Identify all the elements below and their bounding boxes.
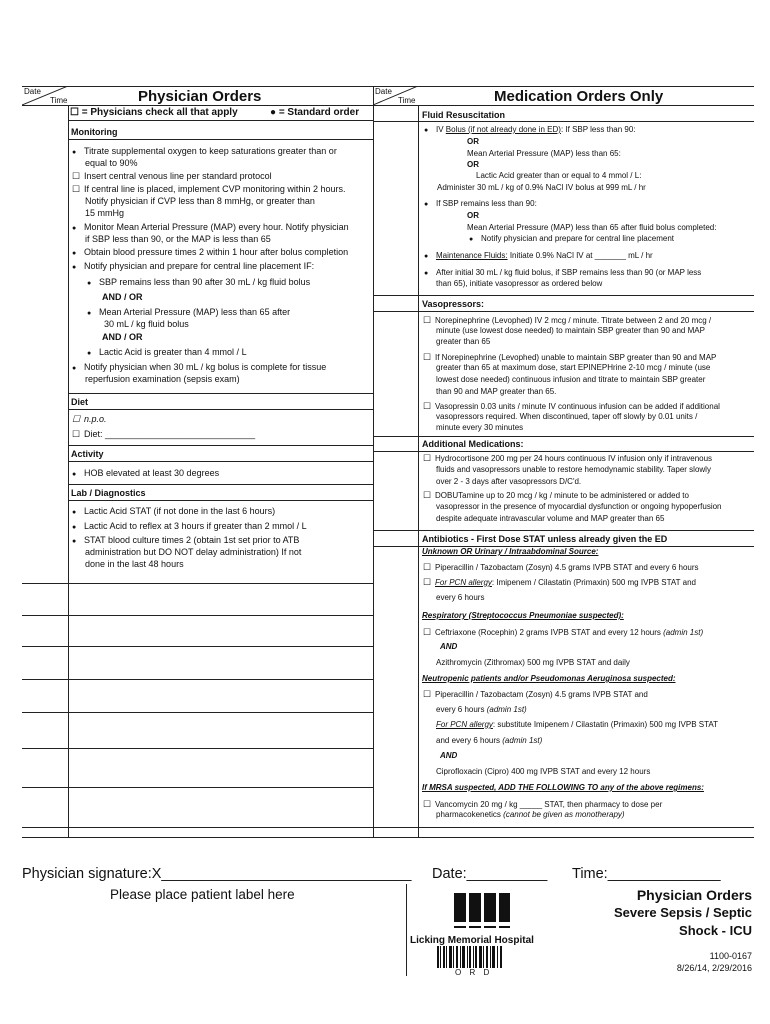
checkbox-item[interactable]: ☐ If Norepinephrine (Levophed) unable to maintain SBP greater than 90 and MAP (423, 352, 716, 362)
list-item: Azithromycin (Zithromax) 500 mg IVPB STAT and daily (436, 658, 630, 667)
list-item: ● Lactic Acid to reflex at 3 hours if greater than 2 mmol / L (72, 521, 307, 532)
checkbox-item[interactable]: ☐ For PCN allergy: Imipenem / Cilastatin (Primaxin) 500 mg IVPB STAT and (423, 577, 696, 587)
list-item: over 2 - 3 days after vasopressors D/C'd. (436, 477, 582, 486)
monitoring-heading: Monitoring (71, 127, 118, 137)
list-item: greater than 65 at maximum dose, start EPINEPHrine 2-10 mcg / minute (use (436, 363, 711, 372)
or-label: OR (467, 160, 479, 169)
list-item: minute (use lowest dose needed) to maintain SBP greater than 90 and MAP (436, 326, 705, 335)
list-item: ● Obtain blood pressure times 2 within 1 hour after bolus completion (72, 247, 348, 258)
list-item: 30 mL / kg fluid bolus (104, 319, 189, 329)
list-item: For PCN allergy: substitute Imipenem / Cilastatin (Primaxin) 500 mg IVPB STAT (436, 720, 719, 729)
hospital-logo-icon (452, 888, 512, 930)
diet-heading: Diet (71, 397, 89, 407)
list-item: reperfusion examination (sepsis exam) (85, 374, 240, 384)
list-item: ● If SBP remains less than 90: (424, 199, 537, 209)
list-item: ● Maintenance Fluids: Initiate 0.9% NaCl IV at _______ mL / hr (424, 251, 653, 261)
checkbox-item[interactable]: ☐ DOBUTamine up to 20 mcg / kg / minute to be administered or added to (423, 490, 689, 500)
lab-heading: Lab / Diagnostics (71, 488, 146, 498)
date-field[interactable]: Date:__________ (432, 866, 548, 882)
activity-heading: Activity (71, 449, 104, 459)
date-label-right: Date (375, 87, 392, 96)
revision-dates: 8/26/14, 2/29/2016 (676, 963, 752, 973)
checkbox-item[interactable]: ☐ Vasopressin 0.03 units / minute IV continuous infusion can be added if additional (423, 401, 720, 411)
list-item: administration but DO NOT delay administration) If not (85, 547, 302, 557)
checkbox-item[interactable]: ☐ Insert central venous line per standard protocol (72, 171, 272, 181)
list-item: ● Notify physician and prepare for central line placement IF: (72, 261, 314, 272)
fluid-heading: Fluid Resuscitation (422, 110, 506, 120)
check-all-legend: ☐ = Physicians check all that apply (70, 107, 238, 118)
source-heading: If MRSA suspected, ADD THE FOLLOWING TO any of the above regimens: (422, 783, 704, 792)
and-or: AND / OR (102, 292, 143, 302)
list-item: fluids and vasopressors unable to restore hemodynamic stability. Taper slowly (436, 465, 711, 474)
source-heading: Respiratory (Streptococcus Pneumoniae suspected): (422, 611, 624, 620)
list-item: 15 mmHg (85, 208, 125, 218)
list-item: if SBP less than 90, or the MAP is less than 65 (85, 234, 271, 244)
list-item: every 6 hours (admin 1st) (436, 705, 527, 714)
form-number: 1100-0167 (709, 951, 752, 961)
column-divider (373, 86, 374, 837)
time-field[interactable]: Time:______________ (572, 866, 721, 882)
list-item: Mean Arterial Pressure (MAP) less than 65: (467, 149, 621, 158)
list-item: ● HOB elevated at least 30 degrees (72, 468, 219, 479)
barcode-text: O R D (455, 968, 493, 977)
list-item: ● Monitor Mean Arterial Pressure (MAP) every hour. Notify physician (72, 222, 349, 233)
standard-order-legend: ● = Standard order (270, 107, 360, 118)
medication-orders-title: Medication Orders Only (494, 88, 664, 105)
list-item: ● IV Bolus (if not already done in ED): If SBP less than 90: (424, 125, 636, 135)
date-label: Date (24, 87, 41, 96)
barcode-icon (437, 946, 503, 968)
list-item: ● Notify physician when 30 mL / kg bolus is complete for tissue (72, 362, 326, 373)
list-item: Administer 30 mL / kg of 0.9% NaCl IV bolus at 999 mL / hr (437, 183, 646, 192)
list-item: lowest dose needed) continuous infusion and titrate to maintain SBP greater (436, 375, 706, 384)
list-item: ● Lactic Acid is greater than 4 mmol / L (87, 347, 247, 358)
list-item: minute every 30 minutes (436, 423, 524, 432)
hospital-name: Licking Memorial Hospital (410, 935, 534, 946)
checkbox-item[interactable]: ☐ Piperacillin / Tazobactam (Zosyn) 4.5 grams IVPB STAT and (423, 689, 648, 699)
signature-line[interactable]: Physician signature:X_______________________________ (22, 866, 412, 882)
time-label-right: Time (398, 96, 416, 105)
checkbox-item[interactable]: ☐ Ceftriaxone (Rocephin) 2 grams IVPB STAT and every 12 hours (admin 1st) (423, 627, 703, 637)
list-item: ● Titrate supplemental oxygen to keep saturations greater than or (72, 146, 337, 157)
list-item: every 6 hours (436, 593, 485, 602)
or-label: OR (467, 211, 479, 220)
list-item: than 90 and MAP greater than 65. (436, 387, 557, 396)
checkbox-item[interactable]: ☐ If central line is placed, implement CVP monitoring within 2 hours. (72, 184, 345, 194)
list-item: equal to 90% (85, 158, 138, 168)
list-item: ● After initial 30 mL / kg fluid bolus, if SBP remains less than 90 (or MAP less (424, 268, 701, 278)
list-item: ● Mean Arterial Pressure (MAP) less than 65 after (87, 307, 290, 318)
source-heading: Neutropenic patients and/or Pseudomonas Aeruginosa suspected: (422, 674, 676, 683)
and-or: AND / OR (102, 332, 143, 342)
page-title: Physician Orders (138, 88, 262, 105)
additional-meds-heading: Additional Medications: (422, 439, 524, 449)
list-item: ● STAT blood culture times 2 (obtain 1st set prior to ATB (72, 535, 299, 546)
list-item: than 65), initiate vasopressor as ordered below (436, 279, 603, 288)
patient-label-area: Please place patient label here (110, 887, 295, 902)
list-item: Notify physician if CVP less than 8 mmHg, or greater than (85, 196, 315, 206)
doc-subtitle-2: Shock - ICU (679, 923, 752, 938)
source-heading: Unknown OR Urinary / Intraabdominal Source: (422, 547, 599, 556)
and-label: AND (440, 751, 458, 760)
list-item: vasopressors required. When discontinued, taper off slowly by 0.01 units / (436, 412, 698, 421)
or-label: OR (467, 137, 479, 146)
checkbox-item[interactable]: ☐ Piperacillin / Tazobactam (Zosyn) 4.5 grams IVPB STAT and every 6 hours (423, 562, 699, 572)
checkbox-item[interactable]: ☐ Norepinephrine (Levophed) IV 2 mcg / minute. Titrate between 2 and 20 mcg / (423, 315, 711, 325)
diet-field[interactable]: ☐ Diet: ______________________________ (72, 429, 255, 439)
doc-title: Physician Orders (636, 887, 752, 903)
checkbox-item[interactable]: ☐ Vancomycin 20 mg / kg _____ STAT, then pharmacy to dose per (423, 799, 662, 809)
list-item: Ciprofloxacin (Cipro) 400 mg IVPB STAT and every 12 hours (436, 767, 651, 776)
vasopressors-heading: Vasopressors: (422, 299, 485, 309)
time-label: Time (50, 96, 68, 105)
antibiotics-heading: Antibiotics - First Dose STAT unless already given the ED (422, 534, 668, 544)
and-label: AND (440, 642, 458, 651)
list-item: vasopressor in the presence of myocardial dysfunction or ongoing hypoperfusion (436, 502, 722, 511)
doc-subtitle: Severe Sepsis / Septic (613, 905, 752, 920)
list-item: greater than 65 (436, 337, 491, 346)
list-item: ● SBP remains less than 90 after 30 mL / kg fluid bolus (87, 277, 310, 288)
list-item: Mean Arterial Pressure (MAP) less than 65 after fluid bolus completed: (467, 223, 717, 232)
list-item: pharmacokenetics (cannot be given as monotherapy) (436, 810, 625, 819)
list-item: despite adequate intravascular volume and MAP greater than 65 (436, 514, 665, 523)
checkbox-item[interactable]: ☐ Hydrocortisone 200 mg per 24 hours continuous IV infusion only if intravenous (423, 453, 712, 463)
list-item: Lactic Acid greater than or equal to 4 mmol / L: (476, 171, 642, 180)
list-item: ● Lactic Acid STAT (if not done in the last 6 hours) (72, 506, 275, 517)
npo-checkbox[interactable]: ☐ n.p.o. (72, 414, 107, 424)
list-item: ● Notify physician and prepare for central line placement (469, 234, 674, 244)
list-item: done in the last 48 hours (85, 559, 184, 569)
list-item: and every 6 hours (admin 1st) (436, 736, 543, 745)
